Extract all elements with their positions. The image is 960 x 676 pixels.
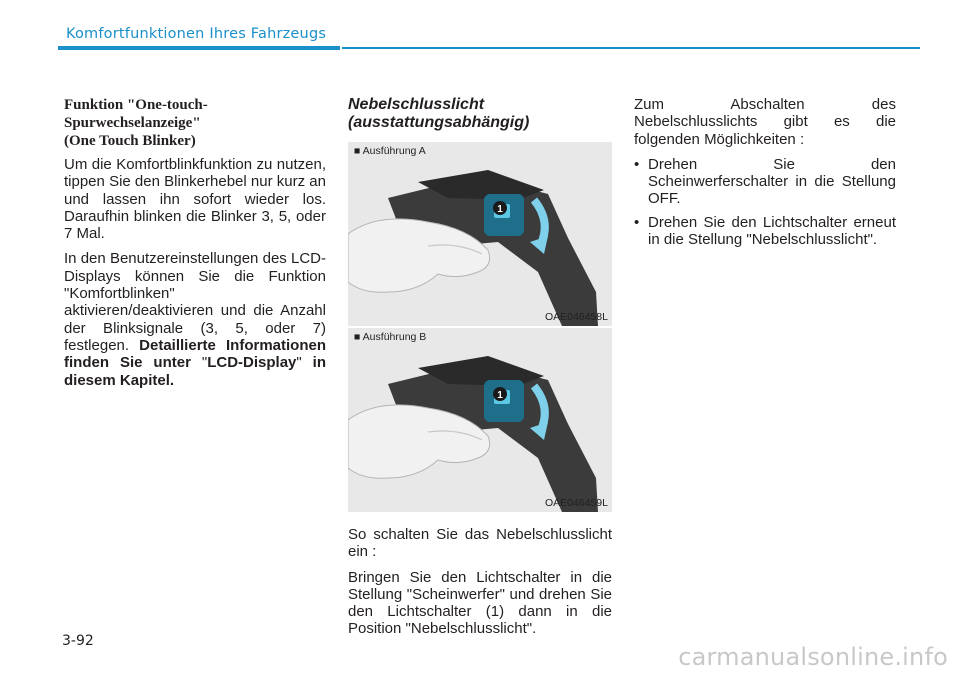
figure-variant-b bbox=[348, 328, 612, 512]
figure-label-b: ■ Ausführung B bbox=[354, 331, 427, 343]
paragraph-lcd-settings bbox=[64, 250, 326, 388]
heading-line-1: Funktion "One-touch- bbox=[64, 97, 208, 113]
heading-fog-line-1: Nebelschlusslicht bbox=[348, 96, 485, 113]
column-one-touch-blinker bbox=[64, 96, 326, 397]
column-fog-light bbox=[348, 96, 612, 646]
stalk-illustration-a bbox=[348, 142, 612, 326]
figure-label-a: ■ Ausführung A bbox=[354, 145, 426, 157]
stalk-illustration-b bbox=[348, 328, 612, 512]
lcd-settings-bold-1: Detaillierte Informationen finden Sie unter bbox=[64, 336, 326, 372]
section-heading-one-touch bbox=[64, 96, 326, 150]
callout-number-a: 1 bbox=[497, 204, 503, 215]
header-rule-thin bbox=[342, 47, 920, 49]
paragraph-fog-on-steps: Bringen Sie den Lichtschalter in die Stellung "Scheinwerfer" und drehen Sie den Lichtschalter (1) dann in die Position "Nebelschlusslicht". bbox=[348, 568, 612, 638]
lcd-quote-open: " bbox=[201, 354, 208, 372]
heading-line-2: Spurwechselanzeige" bbox=[64, 115, 201, 131]
paragraph-fog-off-intro: Zum Abschalten des Nebelschlusslichts gibt es die folgenden Möglichkeiten : bbox=[634, 96, 896, 148]
callout-number-b: 1 bbox=[497, 390, 503, 401]
lcd-settings-bold-3: in diesem Kapitel. bbox=[64, 354, 327, 389]
watermark: carmanualsonline.info bbox=[678, 643, 948, 671]
column-fog-off bbox=[634, 96, 896, 254]
page-number: 3-92 bbox=[62, 633, 94, 649]
page-section-title: Komfortfunktionen Ihres Fahrzeugs bbox=[66, 26, 327, 42]
list-item: • Drehen Sie den Lichtschalter erneut in die Stellung "Nebelschlusslicht". bbox=[634, 214, 896, 249]
lcd-settings-text: In den Benutzereinstellungen des LCD-Displays können Sie die Funktion "Komfortblinken" aktivieren/deaktivieren und die Anzahl der Blinksignale (3, 5, oder 7) festlegen. bbox=[64, 250, 326, 354]
figure-code-a: OAE046458L bbox=[544, 311, 608, 323]
paragraph-fog-on-intro: So schalten Sie das Nebelschlusslicht ein : bbox=[348, 526, 612, 561]
figure-variant-a bbox=[348, 142, 612, 326]
fog-off-options-list bbox=[634, 156, 896, 248]
heading-line-3: (One Touch Blinker) bbox=[64, 133, 196, 149]
lcd-quote-close: " bbox=[296, 354, 302, 372]
list-item: • Drehen Sie den Scheinwerferschalter in die Stellung OFF. bbox=[634, 156, 896, 208]
heading-fog-line-2: (ausstattungsabhängig) bbox=[348, 114, 530, 131]
lcd-display-reference: LCD-Display bbox=[207, 354, 297, 372]
section-heading-fog-light bbox=[348, 96, 612, 132]
figure-code-b: OAE046459L bbox=[544, 497, 608, 509]
paragraph-comfort-blink: Um die Komfortblinkfunktion zu nutzen, tippen Sie den Blinkerhebel nur kurz an und lassen ihn sofort wieder los. Daraufhin blinken die Blinker 3, 5, oder 7 Mal. bbox=[64, 156, 326, 243]
header-rule-thick bbox=[58, 46, 340, 50]
